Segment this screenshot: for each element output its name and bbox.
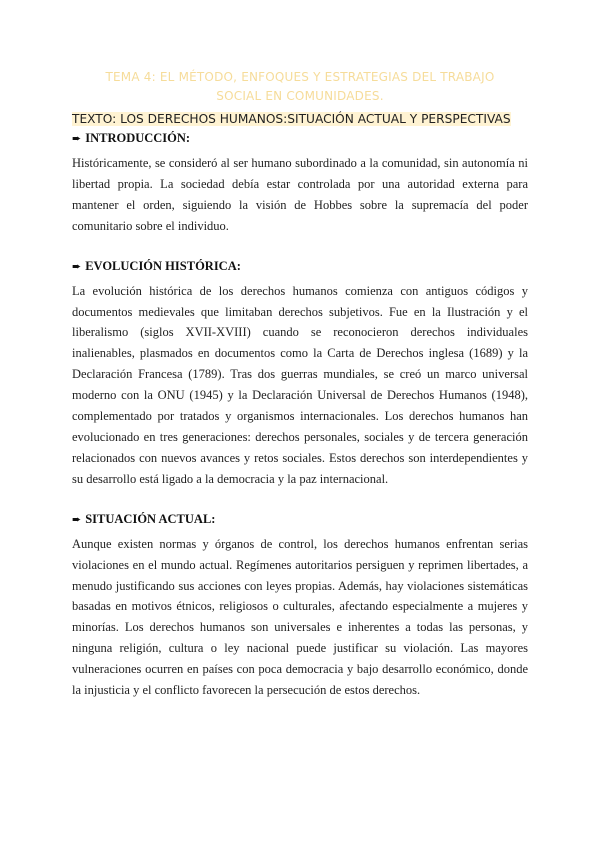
section-body-introduccion: Históricamente, se consideró al ser humano subordinado a la comunidad, sin autonomía ni libertad propia. La sociedad debía estar controlada por una autoridad externa para mantener el orden, siguiendo la visión de Hobbes sobre la supremacía del poder comunitario sobre el individuo.	[72, 156, 528, 233]
arrow-right-icon: ➨	[72, 132, 82, 145]
section-heading-evolucion	[72, 257, 528, 276]
text-title	[72, 110, 528, 129]
section-heading-situacion	[72, 510, 528, 529]
unit-title: TEMA 4: EL MÉTODO, ENFOQUES Y ESTRATEGIAS DEL TRABAJO SOCIAL EN COMUNIDADES.	[105, 70, 495, 103]
section-heading-introduccion	[72, 129, 528, 148]
arrow-right-icon: ➨	[72, 512, 82, 526]
section-gap	[72, 490, 528, 510]
section-heading-label: INTRODUCCIÓN:	[85, 131, 191, 145]
section-heading-label: SITUACIÓN ACTUAL:	[85, 511, 216, 526]
section-body-evolucion: La evolución histórica de los derechos humanos comienza con antiguos códigos y documentos medievales que limitaban derechos subjetivos. Fue en la Ilustración y el liberalismo (siglos XVII-XVIII) cuando se reconocieron derechos individuales inalienables, plasmados en documentos como la Carta de Derechos inglesa (1689) y la Declaración Francesa (1789). Tras dos guerras mundiales, se creó un marco universal moderno con la ONU (1945) y la Declaración Universal de Derechos Humanos (1948), complementado por tratados y organismos internacionales. Los derechos humanos han evolucionado en tres generaciones: derechos personales, sociales y de tercera generación relacionados con nuevos avances y retos sociales. Estos derechos son interdependientes y su desarrollo está ligado a la democracia y la paz internacional.	[72, 283, 528, 486]
section-body-situacion: Aunque existen normas y órganos de control, los derechos humanos enfrentan serias violaciones en el mundo actual. Regímenes autoritarios persiguen y reprimen libertades, a menudo justificando sus acciones con leyes propias. Además, hay violaciones sistemáticas basadas en motivos étnicos, religiosos o culturales, afectando especialmente a mujeres y minorías. Los derechos humanos son universales e inherentes a todas las personas, y ninguna religión, cultura o ley nacional puede justificar su violación. Las mayores vulneraciones ocurren en países con poca democracia y bajo desarrollo económico, donde la injusticia y el conflicto favorecen la persecución de estos derechos.	[72, 536, 528, 698]
section-heading-label: EVOLUCIÓN HISTÓRICA:	[85, 258, 241, 273]
arrow-right-icon: ➨	[72, 259, 82, 273]
section-gap	[72, 237, 528, 257]
text-title-highlight: TEXTO: LOS DERECHOS HUMANOS:SITUACIÓN ACTUAL Y PERSPECTIVAS	[72, 112, 511, 126]
